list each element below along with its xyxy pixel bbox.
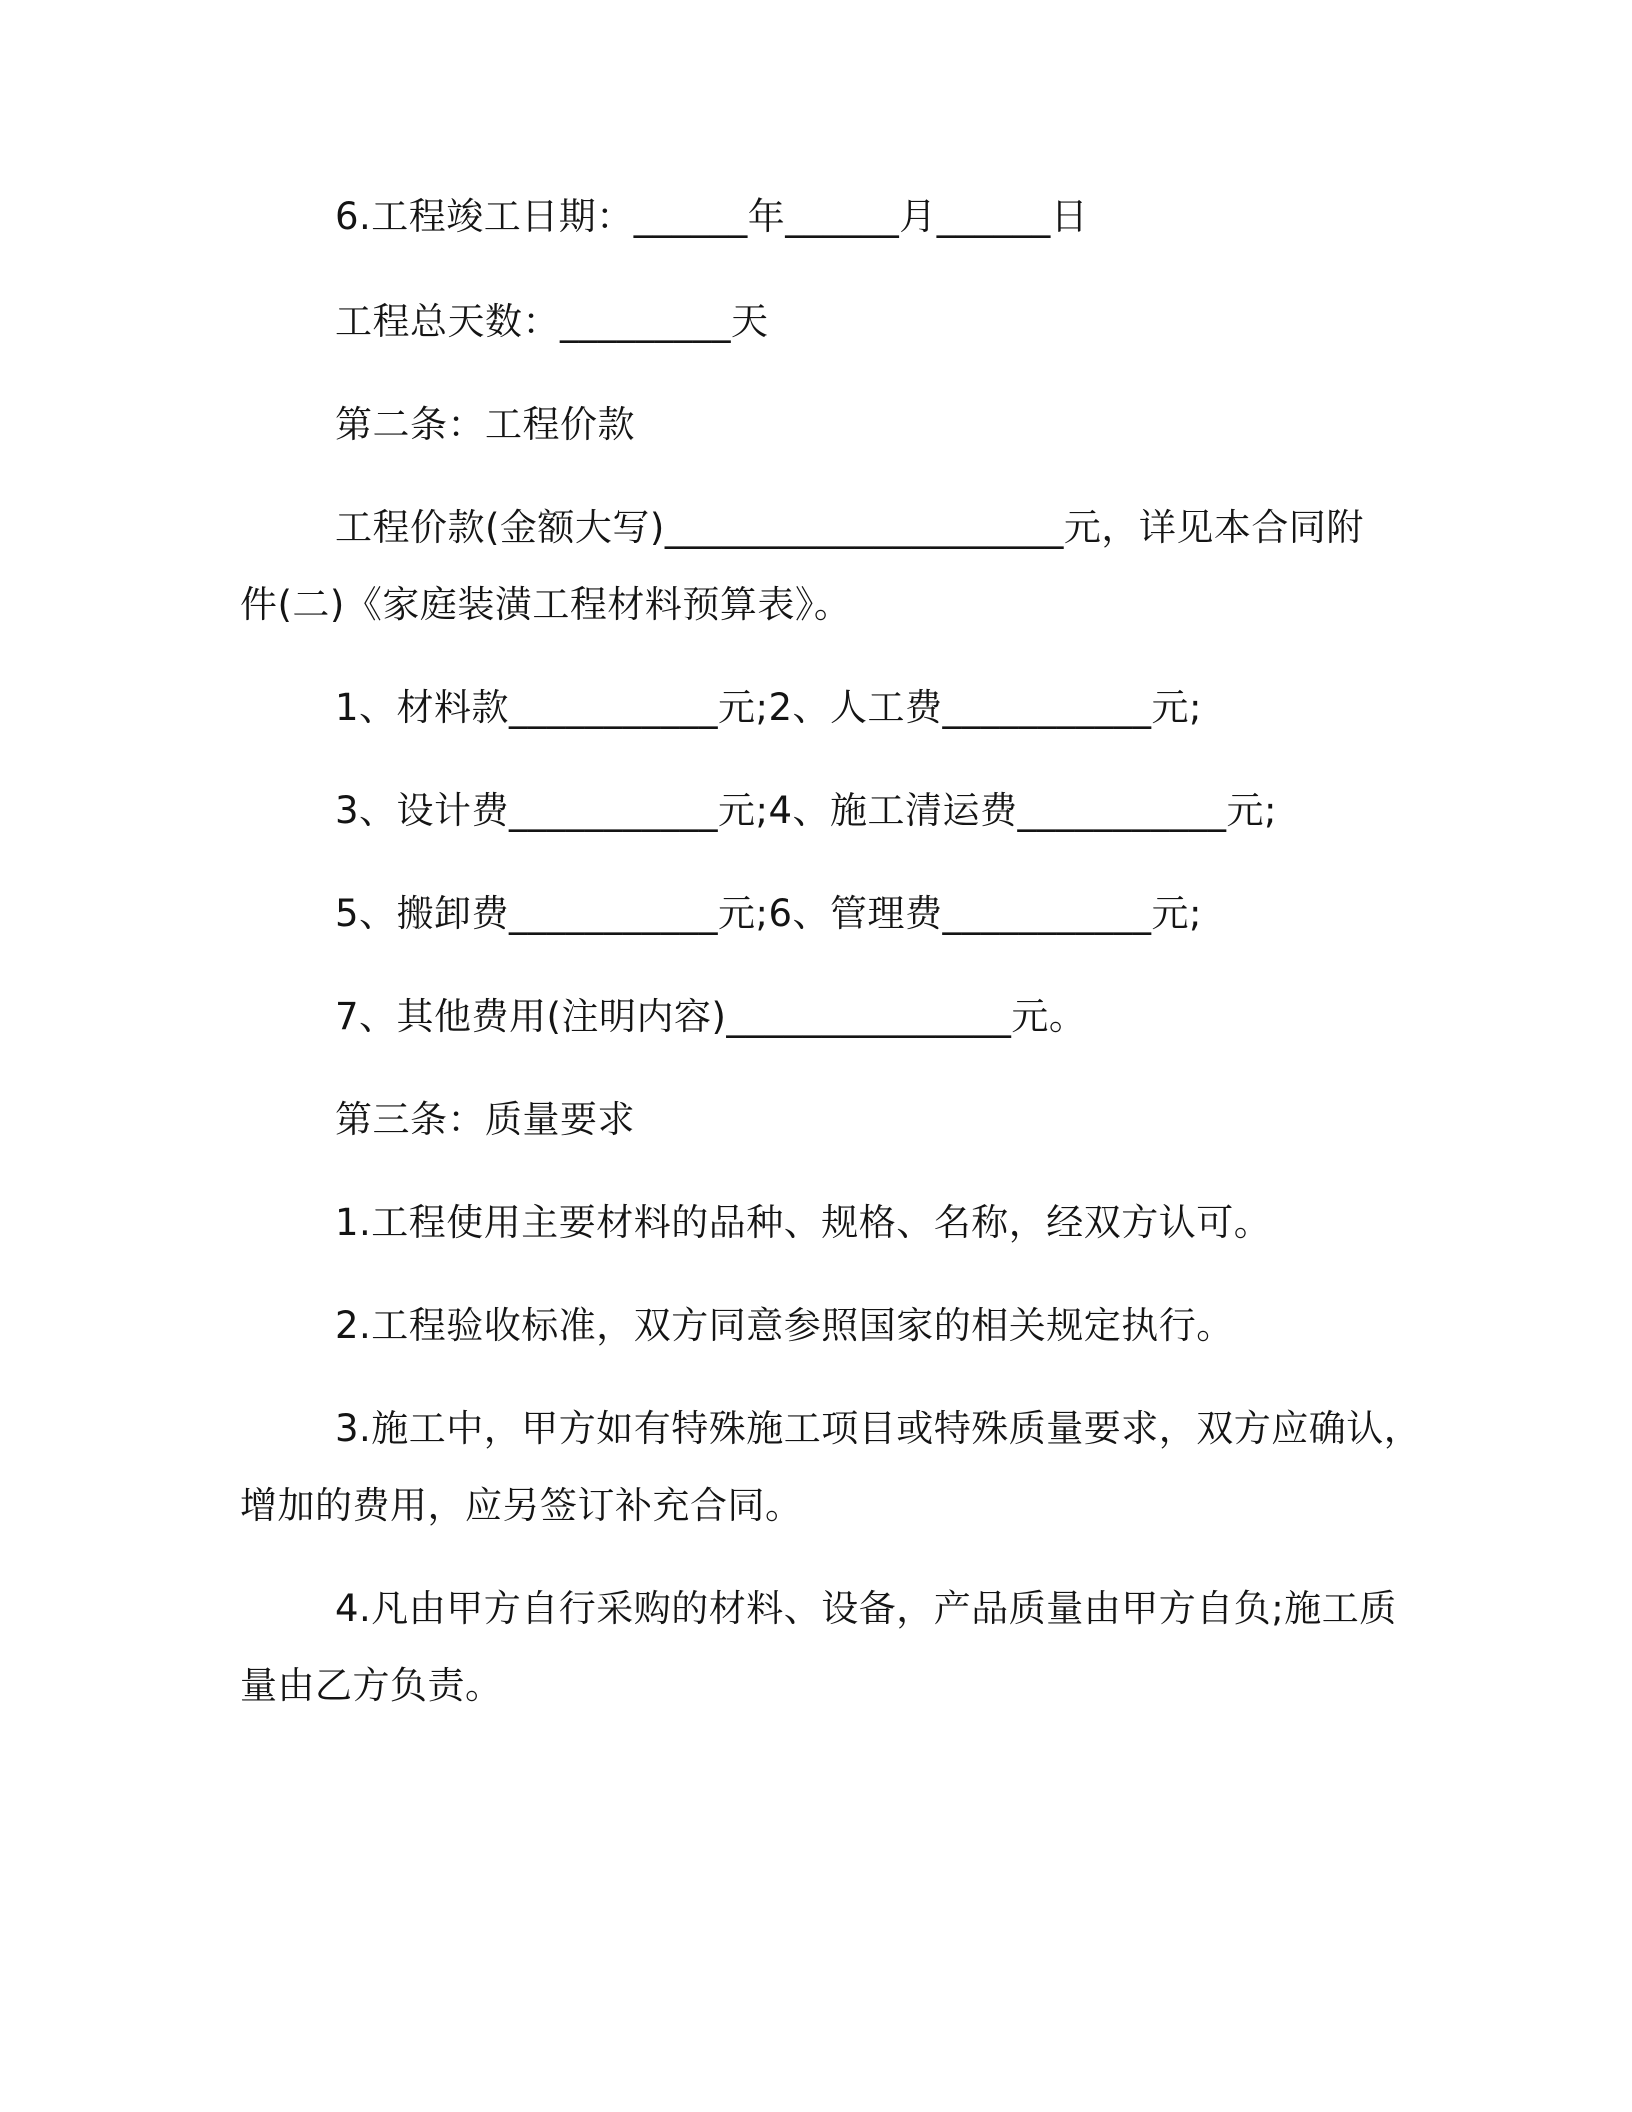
quality-item-3: 3.施工中，甲方如有特殊施工项目或特殊质量要求，双方应确认， [335, 1407, 1422, 1450]
completion-date-line: 6.工程竣工日期：______年______月______日 [335, 195, 1089, 238]
cost-items-1-2: 1、材料款___________元;2、人工费___________元; [335, 686, 1203, 729]
quality-item-1: 1.工程使用主要材料的品种、规格、名称，经双方认可。 [335, 1201, 1272, 1244]
article-3-heading: 第三条：质量要求 [335, 1098, 635, 1141]
contract-price-line: 工程价款(金额大写)_____________________元，详见本合同附 [335, 506, 1364, 549]
quality-item-4: 4.凡由甲方自行采购的材料、设备，产品质量由甲方自负;施工质 [335, 1587, 1397, 1630]
cost-item-7: 7、其他费用(注明内容)_______________元。 [335, 995, 1087, 1038]
total-days-line: 工程总天数：_________天 [335, 300, 769, 343]
contract-price-continuation: 件(二)《家庭装潢工程材料预算表》。 [240, 583, 852, 626]
cost-items-5-6: 5、搬卸费___________元;6、管理费___________元; [335, 892, 1203, 935]
article-2-heading: 第二条：工程价款 [335, 403, 635, 446]
quality-item-2: 2.工程验收标准，双方同意参照国家的相关规定执行。 [335, 1304, 1234, 1347]
cost-items-3-4: 3、设计费___________元;4、施工清运费___________元; [335, 789, 1278, 832]
quality-item-3-continuation: 增加的费用，应另签订补充合同。 [240, 1484, 803, 1527]
quality-item-4-continuation: 量由乙方负责。 [240, 1664, 503, 1707]
